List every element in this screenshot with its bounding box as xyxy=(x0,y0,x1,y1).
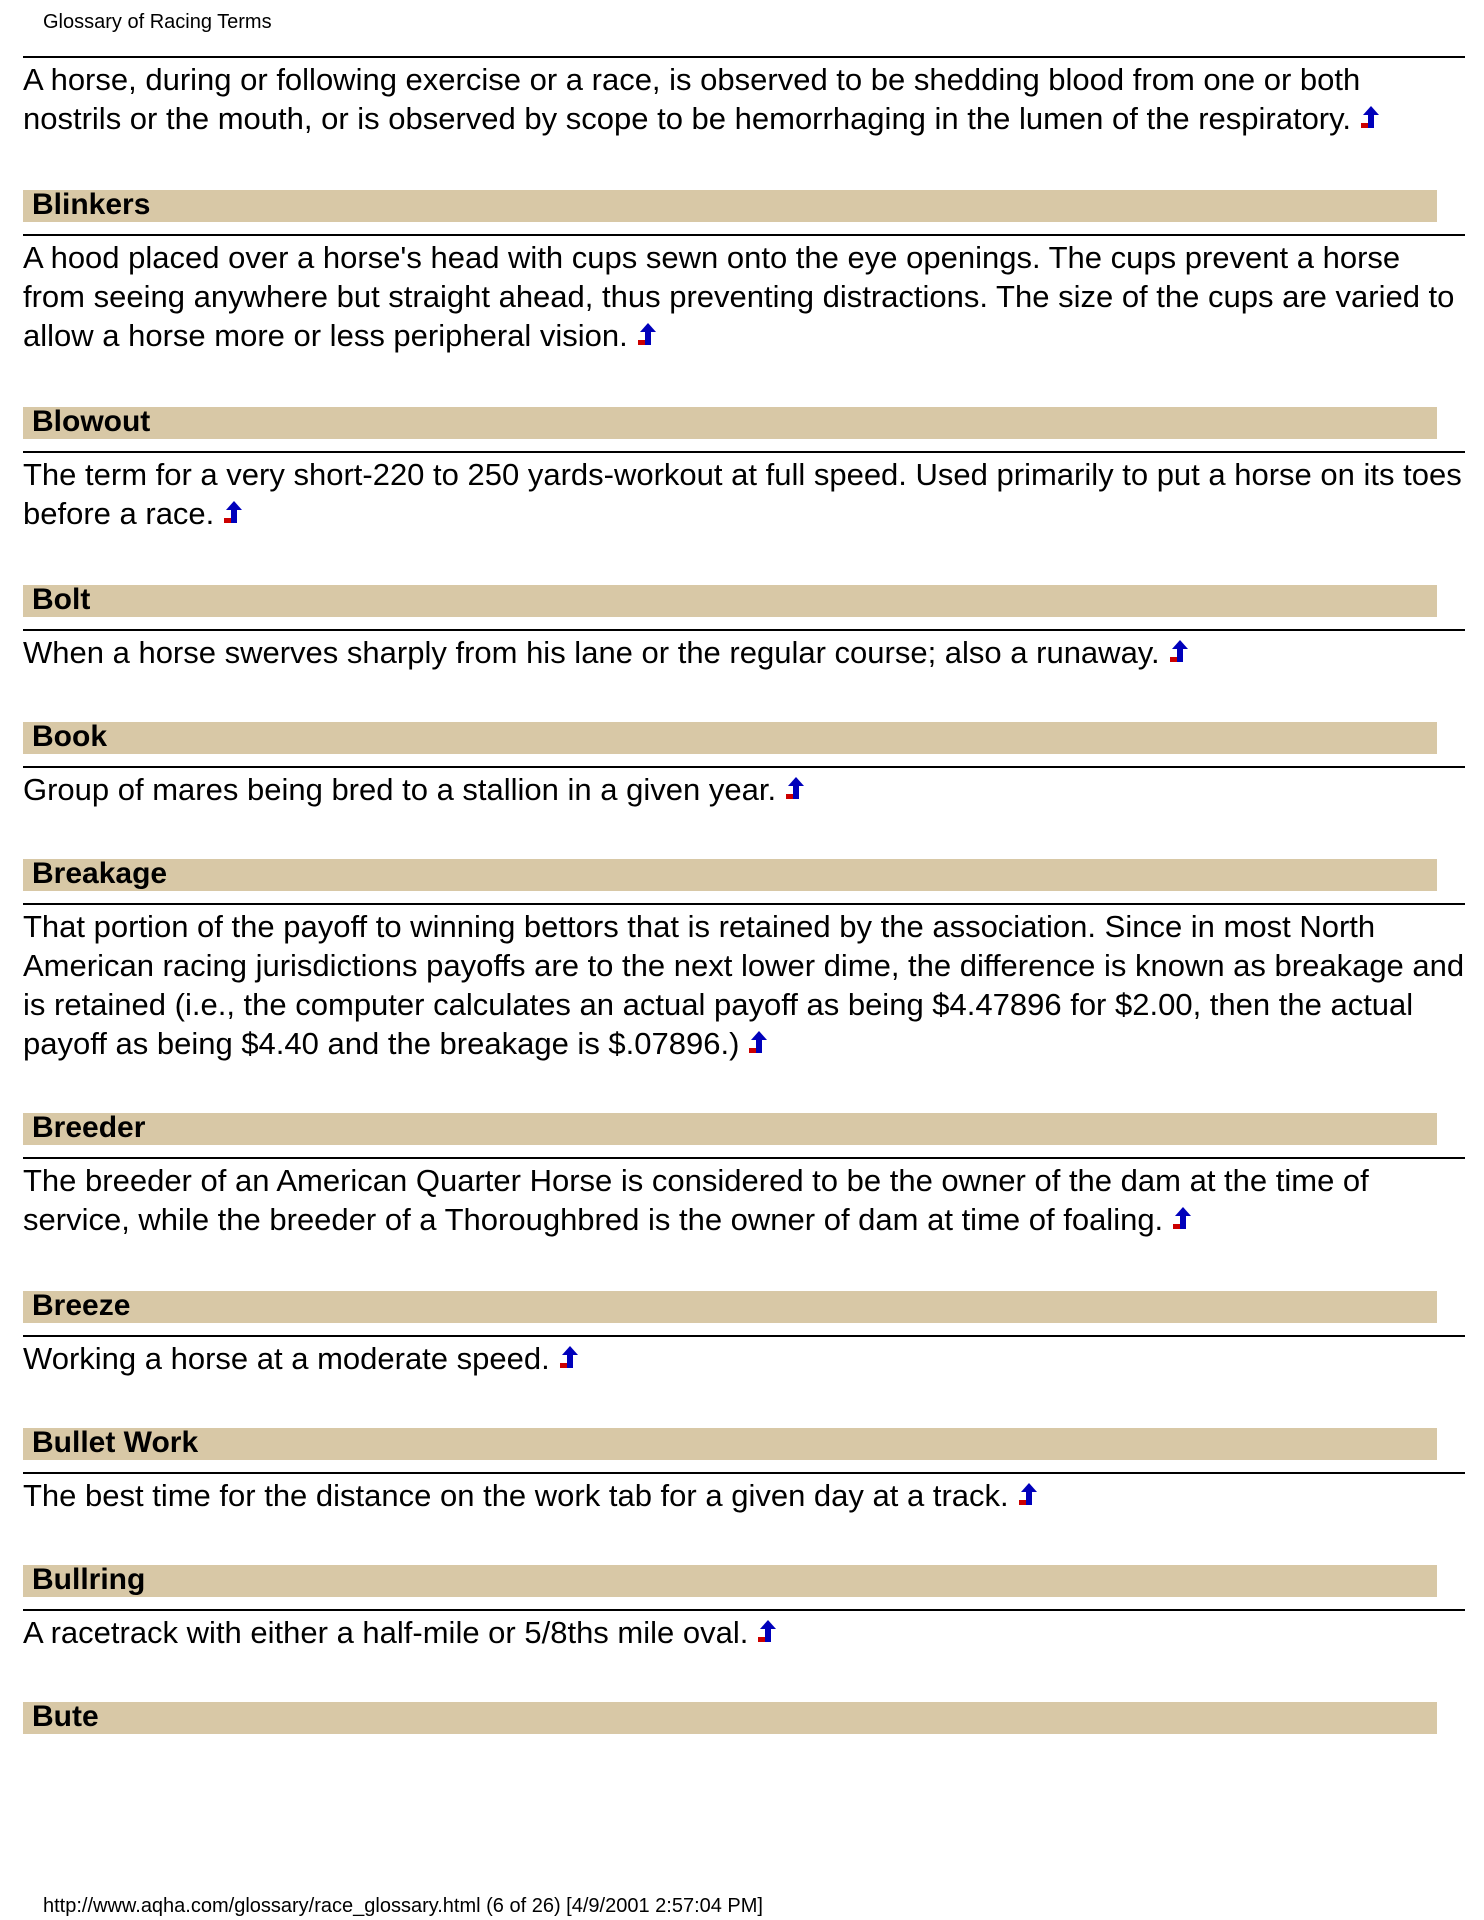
definition xyxy=(23,1476,1465,1515)
divider xyxy=(23,1609,1465,1611)
back-to-top-link[interactable] xyxy=(756,1615,778,1641)
definition xyxy=(23,1613,1465,1652)
up-arrow-icon xyxy=(747,1030,769,1056)
up-arrow-icon xyxy=(1017,1482,1039,1508)
definition xyxy=(23,770,1465,809)
definition xyxy=(23,633,1465,672)
divider xyxy=(23,56,1465,58)
back-to-top-link[interactable] xyxy=(1168,635,1190,661)
page-footer-url: http://www.aqha.com/glossary/race_glossary.html (6 of 26) [4/9/2001 2:57:04 PM] xyxy=(43,1895,763,1917)
up-arrow-icon xyxy=(222,500,244,526)
definition xyxy=(23,60,1465,138)
definition-text: The term for a very short-220 to 250 yards-workout at full speed. Used primarily to put a horse on its toes before a race. xyxy=(23,457,1462,531)
definition xyxy=(23,907,1465,1063)
back-to-top-link[interactable] xyxy=(636,318,658,344)
term-heading: Breeze xyxy=(23,1291,1437,1323)
definition-text: The best time for the distance on the work tab for a given day at a track. xyxy=(23,1478,1009,1513)
term-heading: Bolt xyxy=(23,585,1437,617)
definition-text: A racetrack with either a half-mile or 5/8ths mile oval. xyxy=(23,1615,749,1650)
up-arrow-icon xyxy=(1359,105,1381,131)
divider xyxy=(23,1335,1465,1337)
divider xyxy=(23,766,1465,768)
divider xyxy=(23,234,1465,236)
term-heading: Book xyxy=(23,722,1437,754)
definition xyxy=(23,1339,1465,1378)
term-heading: Bute xyxy=(23,1702,1437,1734)
term-heading: Blowout xyxy=(23,407,1437,439)
definition xyxy=(23,455,1465,533)
definition-text: Group of mares being bred to a stallion in a given year. xyxy=(23,772,777,807)
divider xyxy=(23,629,1465,631)
back-to-top-link[interactable] xyxy=(747,1026,769,1052)
up-arrow-icon xyxy=(636,322,658,348)
divider xyxy=(23,1472,1465,1474)
definition-text: A horse, during or following exercise or a race, is observed to be shedding blood from one or both nostrils or the mouth, or is observed by scope to be hemorrhaging in the lumen of the respiratory. xyxy=(23,62,1361,136)
definition-text: That portion of the payoff to winning bettors that is retained by the association. Since in most North American racing jurisdictions payoffs are to the next lower dime, the difference is known as breakage and is retained (i.e., the computer calculates an actual payoff as being $4.47896 for $2.00, then the actual payoff as being $4.40 and the breakage is $.07896.) xyxy=(23,909,1465,1061)
back-to-top-link[interactable] xyxy=(1017,1478,1039,1504)
back-to-top-link[interactable] xyxy=(784,772,806,798)
up-arrow-icon xyxy=(1168,639,1190,665)
page-header-title: Glossary of Racing Terms xyxy=(43,11,272,33)
glossary-content xyxy=(23,56,1465,1734)
definition-text: When a horse swerves sharply from his lane or the regular course; also a runaway. xyxy=(23,635,1160,670)
definition-text: A hood placed over a horse's head with cups sewn onto the eye openings. The cups prevent a horse from seeing anywhere but straight ahead, thus preventing distractions. The size of the cups are varied to allow a horse more or less peripheral vision. xyxy=(23,240,1455,353)
up-arrow-icon xyxy=(756,1619,778,1645)
up-arrow-icon xyxy=(1171,1206,1193,1232)
back-to-top-link[interactable] xyxy=(558,1341,580,1367)
definition-text: Working a horse at a moderate speed. xyxy=(23,1341,550,1376)
back-to-top-link[interactable] xyxy=(1359,101,1381,127)
definition xyxy=(23,1161,1465,1239)
term-heading: Bullet Work xyxy=(23,1428,1437,1460)
term-heading: Bullring xyxy=(23,1565,1437,1597)
divider xyxy=(23,451,1465,453)
up-arrow-icon xyxy=(784,776,806,802)
term-heading: Breeder xyxy=(23,1113,1437,1145)
term-heading: Breakage xyxy=(23,859,1437,891)
up-arrow-icon xyxy=(558,1345,580,1371)
definition-text: The breeder of an American Quarter Horse is considered to be the owner of the dam at the time of service, while the breeder of a Thoroughbred is the owner of dam at time of foaling. xyxy=(23,1163,1369,1237)
divider xyxy=(23,903,1465,905)
term-heading: Blinkers xyxy=(23,190,1437,222)
divider xyxy=(23,1157,1465,1159)
back-to-top-link[interactable] xyxy=(1171,1202,1193,1228)
back-to-top-link[interactable] xyxy=(222,496,244,522)
definition xyxy=(23,238,1465,355)
